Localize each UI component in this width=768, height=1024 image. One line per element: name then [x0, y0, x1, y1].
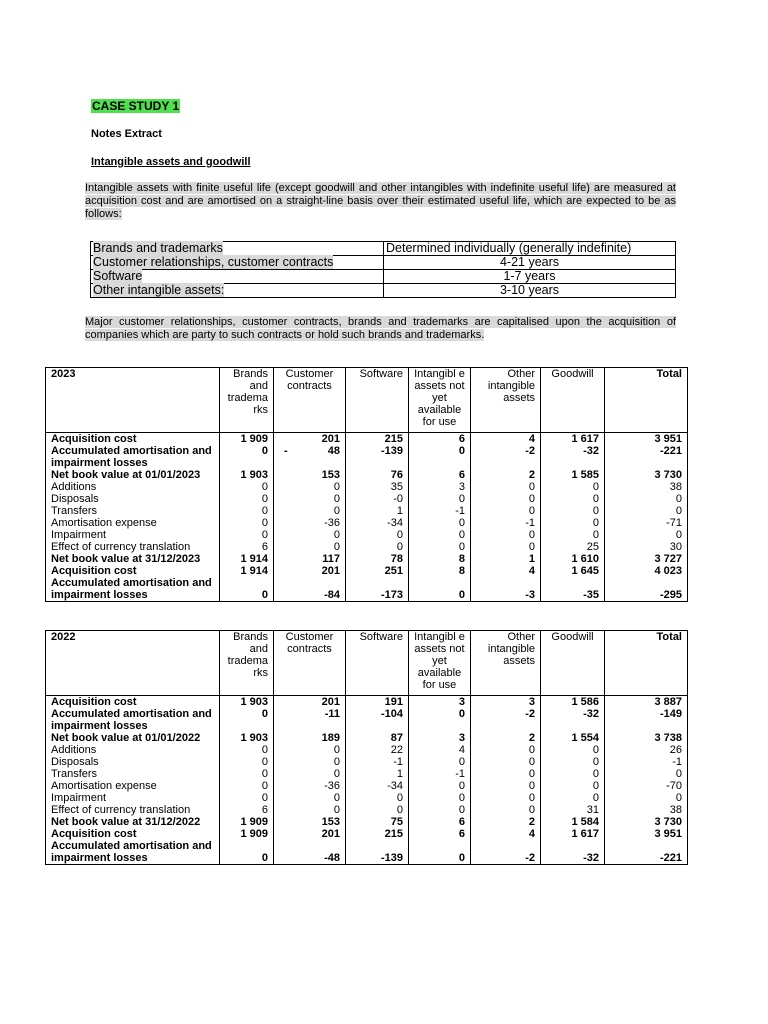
column-header: Other intangible assets [471, 631, 541, 696]
value-cell: 3 [409, 696, 471, 709]
asset-class-label: Customer relationships, customer contracts [93, 255, 334, 269]
table-row [46, 553, 688, 565]
value-cell: 6 [220, 541, 274, 553]
row-label: Impairment [46, 792, 220, 804]
table-row [46, 768, 688, 780]
row-label: Transfers [46, 768, 220, 780]
value-cell: 0 [409, 493, 471, 505]
value-cell: 38 [605, 481, 688, 493]
table-row [46, 816, 688, 828]
value-cell: -1 [409, 768, 471, 780]
useful-life-row [91, 284, 676, 298]
value-cell: 0 [409, 529, 471, 541]
value-cell: 0 [409, 708, 471, 732]
table-row [46, 541, 688, 553]
value-cell: 0 [409, 756, 471, 768]
row-label: Disposals [46, 756, 220, 768]
value-cell: 0 [471, 756, 541, 768]
value-cell: 0 [346, 792, 409, 804]
value-cell: 1 584 [541, 816, 605, 828]
value-cell: 191 [346, 696, 409, 709]
table-row [46, 481, 688, 493]
value-cell: 215 [346, 828, 409, 840]
value-cell: -1 [605, 756, 688, 768]
value-cell: -71 [605, 517, 688, 529]
value-cell: 3 730 [605, 816, 688, 828]
row-label: Amortisation expense [46, 517, 220, 529]
column-header: Total [605, 631, 688, 696]
value-cell: 0 [541, 529, 605, 541]
value-cell: 26 [605, 744, 688, 756]
value-cell: 0 [541, 792, 605, 804]
column-header: Goodwill [541, 631, 605, 696]
value-cell: 0 [274, 744, 346, 756]
value-cell: -34 [346, 780, 409, 792]
value-cell: -2 [471, 840, 541, 865]
value-cell: 189 [274, 732, 346, 744]
value-cell: 1 909 [220, 816, 274, 828]
row-label: Acquisition cost [46, 696, 220, 709]
value-cell: 0 [274, 756, 346, 768]
value-cell: -1 [471, 517, 541, 529]
value-cell: 153 [274, 816, 346, 828]
intangibles-table-2022 [45, 630, 688, 865]
value-cell: -2 [471, 445, 541, 469]
useful-life-row [91, 270, 676, 284]
value-cell: 35 [346, 481, 409, 493]
value-cell: -34 [346, 517, 409, 529]
value-cell: 22 [346, 744, 409, 756]
value-cell: 0 [220, 744, 274, 756]
value-cell: -139 [346, 445, 409, 469]
value-cell: 3 951 [605, 433, 688, 446]
row-label: Net book value at 31/12/2023 [46, 553, 220, 565]
value-cell: 0 [409, 577, 471, 602]
table-row [46, 780, 688, 792]
asset-class-label: Software [93, 269, 143, 283]
value-cell: -221 [605, 445, 688, 469]
table-row [46, 828, 688, 840]
value-cell: 0 [471, 493, 541, 505]
value-cell: 0 [541, 517, 605, 529]
value-cell: 6 [409, 816, 471, 828]
value-cell: 0 [274, 529, 346, 541]
intangibles-table-2023 [45, 367, 688, 602]
case-study-title: CASE STUDY 1 [92, 99, 180, 113]
value-cell: 1 903 [220, 696, 274, 709]
value-cell: 0 [274, 505, 346, 517]
value-cell: 0 [346, 804, 409, 816]
value-cell: 0 [274, 481, 346, 493]
value-cell: 0 [541, 493, 605, 505]
asset-class-cell [91, 270, 384, 284]
value-cell: 0 [220, 445, 274, 469]
dash-mark: - [284, 445, 288, 457]
value-cell: 6 [409, 469, 471, 481]
value-cell: 0 [346, 529, 409, 541]
column-header: Total [605, 368, 688, 433]
row-label: Additions [46, 744, 220, 756]
value-cell: 0 [220, 529, 274, 541]
value-cell: 1 586 [541, 696, 605, 709]
useful-life-cell: 1-7 years [384, 270, 676, 284]
value-cell: 0 [471, 744, 541, 756]
paragraph-useful-life [85, 182, 676, 221]
row-label: Effect of currency translation [46, 541, 220, 553]
useful-life-row [91, 256, 676, 270]
value-cell: 0 [541, 481, 605, 493]
value-cell: 0 [274, 768, 346, 780]
value-cell: 8 [409, 565, 471, 577]
value-cell: 0 [605, 768, 688, 780]
value-cell: 3 887 [605, 696, 688, 709]
row-label: Net book value at 01/01/2023 [46, 469, 220, 481]
value-cell: 0 [220, 493, 274, 505]
value-cell: 0 [471, 505, 541, 517]
value-cell: 3 951 [605, 828, 688, 840]
column-header: Goodwill [541, 368, 605, 433]
value-cell: 3 [471, 696, 541, 709]
column-header: Customer contracts [274, 368, 346, 433]
value-cell: 1 [346, 505, 409, 517]
value-cell: 0 [409, 840, 471, 865]
value-cell: 30 [605, 541, 688, 553]
column-header: Customer contracts [274, 631, 346, 696]
value-cell: 2 [471, 816, 541, 828]
value-cell: 4 [471, 433, 541, 446]
value-cell: 201 [274, 696, 346, 709]
value-cell: 1 903 [220, 732, 274, 744]
value-cell: 6 [409, 828, 471, 840]
value-cell: 0 [220, 577, 274, 602]
value-cell: 0 [471, 804, 541, 816]
value-cell: -149 [605, 708, 688, 732]
value-cell: 6 [220, 804, 274, 816]
value-cell: 0 [220, 768, 274, 780]
value-cell: 201 [274, 565, 346, 577]
table-row [46, 433, 688, 446]
table-row [46, 505, 688, 517]
value-cell: 201 [274, 828, 346, 840]
row-label: Transfers [46, 505, 220, 517]
cell-value: 48 [327, 445, 340, 457]
useful-life-table [90, 241, 676, 298]
row-label: Acquisition cost [46, 565, 220, 577]
value-cell: 0 [220, 517, 274, 529]
value-cell: 0 [409, 792, 471, 804]
value-cell: 1 909 [220, 433, 274, 446]
value-cell: 0 [220, 780, 274, 792]
value-cell: -0 [346, 493, 409, 505]
value-cell: -221 [605, 840, 688, 865]
value-cell: 1 617 [541, 433, 605, 446]
value-cell: -173 [346, 577, 409, 602]
row-label: Net book value at 31/12/2022 [46, 816, 220, 828]
table-row [46, 529, 688, 541]
column-header: Software [346, 631, 409, 696]
useful-life-cell: 3-10 years [384, 284, 676, 298]
value-cell: 3 [409, 481, 471, 493]
value-cell: 8 [409, 553, 471, 565]
value-cell: 0 [471, 541, 541, 553]
value-cell: -84 [274, 577, 346, 602]
value-cell: 2 [471, 732, 541, 744]
value-cell: 0 [471, 481, 541, 493]
asset-class-cell [91, 284, 384, 298]
value-cell: 0 [605, 792, 688, 804]
value-cell: -32 [541, 840, 605, 865]
value-cell: -48 [274, 840, 346, 865]
value-cell: 31 [541, 804, 605, 816]
row-label: Amortisation expense [46, 780, 220, 792]
value-cell: 1 610 [541, 553, 605, 565]
value-cell: -70 [605, 780, 688, 792]
table-row [46, 708, 688, 732]
value-cell: 0 [471, 768, 541, 780]
value-cell: 0 [541, 768, 605, 780]
value-cell: 1 914 [220, 553, 274, 565]
paragraph-capitalisation-text: Major customer relationships, customer contracts, brands and trademarks are capitalised upon the acquisition of companies which are party to such contracts or hold such brands and trademarks. [85, 316, 676, 341]
value-cell: 76 [346, 469, 409, 481]
value-cell: 1 554 [541, 732, 605, 744]
value-cell: 4 023 [605, 565, 688, 577]
value-cell: 251 [346, 565, 409, 577]
paragraph-capitalisation [85, 316, 676, 342]
value-cell: 3 738 [605, 732, 688, 744]
row-label: Impairment [46, 529, 220, 541]
value-cell: 1 909 [220, 828, 274, 840]
useful-life-cell: Determined individually (generally indefinite) [384, 242, 676, 256]
value-cell: 0 [220, 792, 274, 804]
value-cell: 4 [471, 565, 541, 577]
value-cell: 0 [605, 529, 688, 541]
table-row [46, 804, 688, 816]
value-cell [274, 445, 346, 469]
value-cell: 0 [605, 493, 688, 505]
header-row [46, 368, 688, 433]
paragraph-useful-life-text: Intangible assets with finite useful life (except goodwill and other intangibles with indefinite useful life) are measured at acquisition cost and are amortised on a straight-line basis over their estimated useful life, which are expected to be as follows: [85, 182, 676, 220]
row-label: Net book value at 01/01/2022 [46, 732, 220, 744]
value-cell: -32 [541, 445, 605, 469]
column-header: Other intangible assets [471, 368, 541, 433]
row-label: Disposals [46, 493, 220, 505]
value-cell: 117 [274, 553, 346, 565]
row-label: Effect of currency translation [46, 804, 220, 816]
value-cell: 4 [409, 744, 471, 756]
value-cell: 0 [471, 780, 541, 792]
table-row [46, 493, 688, 505]
value-cell: 0 [220, 840, 274, 865]
value-cell: 3 727 [605, 553, 688, 565]
value-cell: 0 [471, 792, 541, 804]
value-cell: -1 [346, 756, 409, 768]
value-cell: 6 [409, 433, 471, 446]
value-cell: -139 [346, 840, 409, 865]
value-cell: 201 [274, 433, 346, 446]
value-cell: 153 [274, 469, 346, 481]
useful-life-row [91, 242, 676, 256]
value-cell: 87 [346, 732, 409, 744]
value-cell: 0 [605, 505, 688, 517]
value-cell: 0 [346, 541, 409, 553]
column-header: Software [346, 368, 409, 433]
table-row [46, 840, 688, 865]
table-row [46, 756, 688, 768]
value-cell: 25 [541, 541, 605, 553]
value-cell: 215 [346, 433, 409, 446]
value-cell: -3 [471, 577, 541, 602]
asset-class-cell [91, 242, 384, 256]
value-cell: -32 [541, 708, 605, 732]
value-cell: 0 [541, 780, 605, 792]
value-cell: 1 585 [541, 469, 605, 481]
row-label: Acquisition cost [46, 828, 220, 840]
row-label: Accumulated amortisation and impairment losses [46, 445, 220, 469]
table-row [46, 696, 688, 709]
value-cell: 0 [541, 756, 605, 768]
table-row [46, 732, 688, 744]
value-cell: 3 730 [605, 469, 688, 481]
table-row [46, 445, 688, 469]
value-cell: 2 [471, 469, 541, 481]
asset-class-cell [91, 256, 384, 270]
value-cell: 38 [605, 804, 688, 816]
value-cell: 75 [346, 816, 409, 828]
row-label: Accumulated amortisation and impairment losses [46, 708, 220, 732]
column-header: Intangibl e assets not yet available for use [409, 368, 471, 433]
value-cell: -36 [274, 780, 346, 792]
value-cell: 0 [220, 708, 274, 732]
value-cell: 0 [409, 541, 471, 553]
table-row [46, 577, 688, 602]
notes-heading: Notes Extract [91, 128, 162, 140]
value-cell: 1 [346, 768, 409, 780]
value-cell: 1 914 [220, 565, 274, 577]
value-cell: 0 [274, 541, 346, 553]
value-cell: -295 [605, 577, 688, 602]
table-row [46, 744, 688, 756]
value-cell: 0 [220, 481, 274, 493]
value-cell: 1 903 [220, 469, 274, 481]
column-header: Intangibl e assets not yet available for use [409, 631, 471, 696]
value-cell: 0 [409, 445, 471, 469]
value-cell: 0 [409, 804, 471, 816]
value-cell: 0 [409, 780, 471, 792]
section-heading: Intangible assets and goodwill [91, 156, 251, 168]
value-cell: 4 [471, 828, 541, 840]
value-cell: -104 [346, 708, 409, 732]
value-cell: -2 [471, 708, 541, 732]
value-cell: 1 617 [541, 828, 605, 840]
value-cell: -1 [409, 505, 471, 517]
value-cell: 78 [346, 553, 409, 565]
table-row [46, 792, 688, 804]
value-cell: 0 [274, 804, 346, 816]
value-cell: 0 [220, 756, 274, 768]
year-header: 2023 [46, 368, 220, 433]
value-cell: 1 [471, 553, 541, 565]
value-cell: -36 [274, 517, 346, 529]
asset-class-label: Brands and trademarks [93, 241, 223, 255]
table-row [46, 565, 688, 577]
value-cell: 1 645 [541, 565, 605, 577]
value-cell: 0 [409, 517, 471, 529]
column-header: Brands and tradema rks [220, 631, 274, 696]
row-label: Additions [46, 481, 220, 493]
row-label: Acquisition cost [46, 433, 220, 446]
row-label: Accumulated amortisation and impairment losses [46, 577, 220, 602]
value-cell: -35 [541, 577, 605, 602]
useful-life-cell: 4-21 years [384, 256, 676, 270]
table-row [46, 517, 688, 529]
table-row [46, 469, 688, 481]
value-cell: 0 [471, 529, 541, 541]
value-cell: 0 [274, 792, 346, 804]
value-cell: 0 [541, 744, 605, 756]
row-label: Accumulated amortisation and impairment losses [46, 840, 220, 865]
value-cell: 3 [409, 732, 471, 744]
asset-class-label: Other intangible assets: [93, 283, 225, 297]
value-cell: -11 [274, 708, 346, 732]
value-cell: 0 [274, 493, 346, 505]
header-row [46, 631, 688, 696]
column-header: Brands and tradema rks [220, 368, 274, 433]
year-header: 2022 [46, 631, 220, 696]
value-cell: 0 [220, 505, 274, 517]
value-cell: 0 [541, 505, 605, 517]
